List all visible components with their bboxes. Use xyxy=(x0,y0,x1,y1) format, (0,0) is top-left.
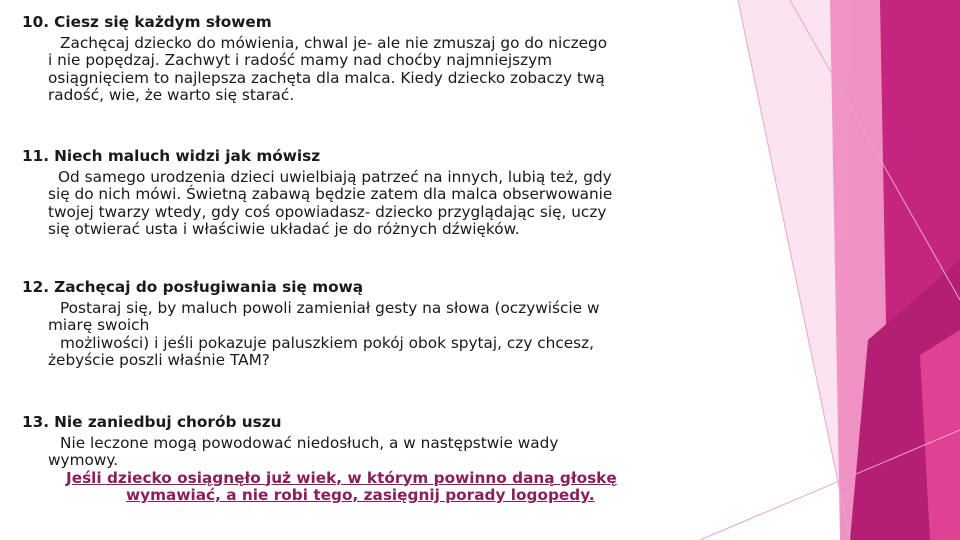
section-10 xyxy=(22,14,722,105)
body-line: możliwości) i jeśli pokazuje paluszkiem pokój obok spytaj, czy chcesz, xyxy=(60,333,595,352)
body-line: Nie leczone mogą powodować niedosłuch, a w następstwie wady xyxy=(60,433,559,452)
section-number: 10. xyxy=(22,13,50,31)
body-line: i nie popędzaj. Zachwyt i radość mamy nad choćby najmniejszym xyxy=(48,51,553,69)
section-body xyxy=(22,300,722,370)
highlighted-advice-line: Jeśli dziecko osiągnęło już wiek, w którym powinno daną głoskę xyxy=(66,468,617,487)
body-line: osiągnięciem to najlepsza zachęta dla malca. Kiedy dziecko zobaczy twą xyxy=(48,68,605,87)
body-line: Zachęcaj dziecko do mówienia, chwal je- ale nie zmuszaj go do niczego xyxy=(60,33,608,52)
section-12 xyxy=(22,279,722,370)
section-body xyxy=(22,35,722,105)
body-line: Od samego urodzenia dzieci uwielbiają patrzeć na innych, lubią też, gdy xyxy=(58,167,612,186)
section-title: Ciesz się każdym słowem xyxy=(54,13,272,31)
section-heading xyxy=(22,14,722,32)
section-13 xyxy=(22,414,722,505)
body-line: się otwierać usta i właściwie układać je do różnych dźwięków. xyxy=(48,220,520,238)
section-body xyxy=(22,169,722,239)
section-title: Nie zaniedbuj chorób uszu xyxy=(54,413,282,431)
body-line: Postaraj się, by maluch powoli zamieniał gesty na słowa (oczywiście w xyxy=(60,298,600,317)
section-heading xyxy=(22,414,722,432)
body-line: wymowy. xyxy=(48,451,119,469)
body-line: się do nich mówi. Świetną zabawą będzie zatem dla malca obserwowanie xyxy=(48,185,613,203)
section-number: 13. xyxy=(22,413,50,431)
body-line: żebyście poszli właśnie TAM? xyxy=(48,351,270,369)
body-line: twojej twarzy wtedy, gdy coś opowiadasz- dziecko przyglądając się, uczy xyxy=(48,202,607,221)
section-body xyxy=(22,435,722,505)
section-title: Niech maluch widzi jak mówisz xyxy=(54,147,321,165)
section-number: 12. xyxy=(22,278,50,296)
section-title: Zachęcaj do posługiwania się mową xyxy=(54,278,364,296)
section-11 xyxy=(22,148,722,239)
section-heading xyxy=(22,279,722,297)
highlighted-advice-line: wymawiać, a nie robi tego, zasięgnij porady logopedy. xyxy=(126,486,595,504)
body-line: radość, wie, że warto się starać. xyxy=(48,86,295,104)
section-heading xyxy=(22,148,722,166)
section-number: 11. xyxy=(22,147,50,165)
body-line: miarę swoich xyxy=(48,316,150,334)
